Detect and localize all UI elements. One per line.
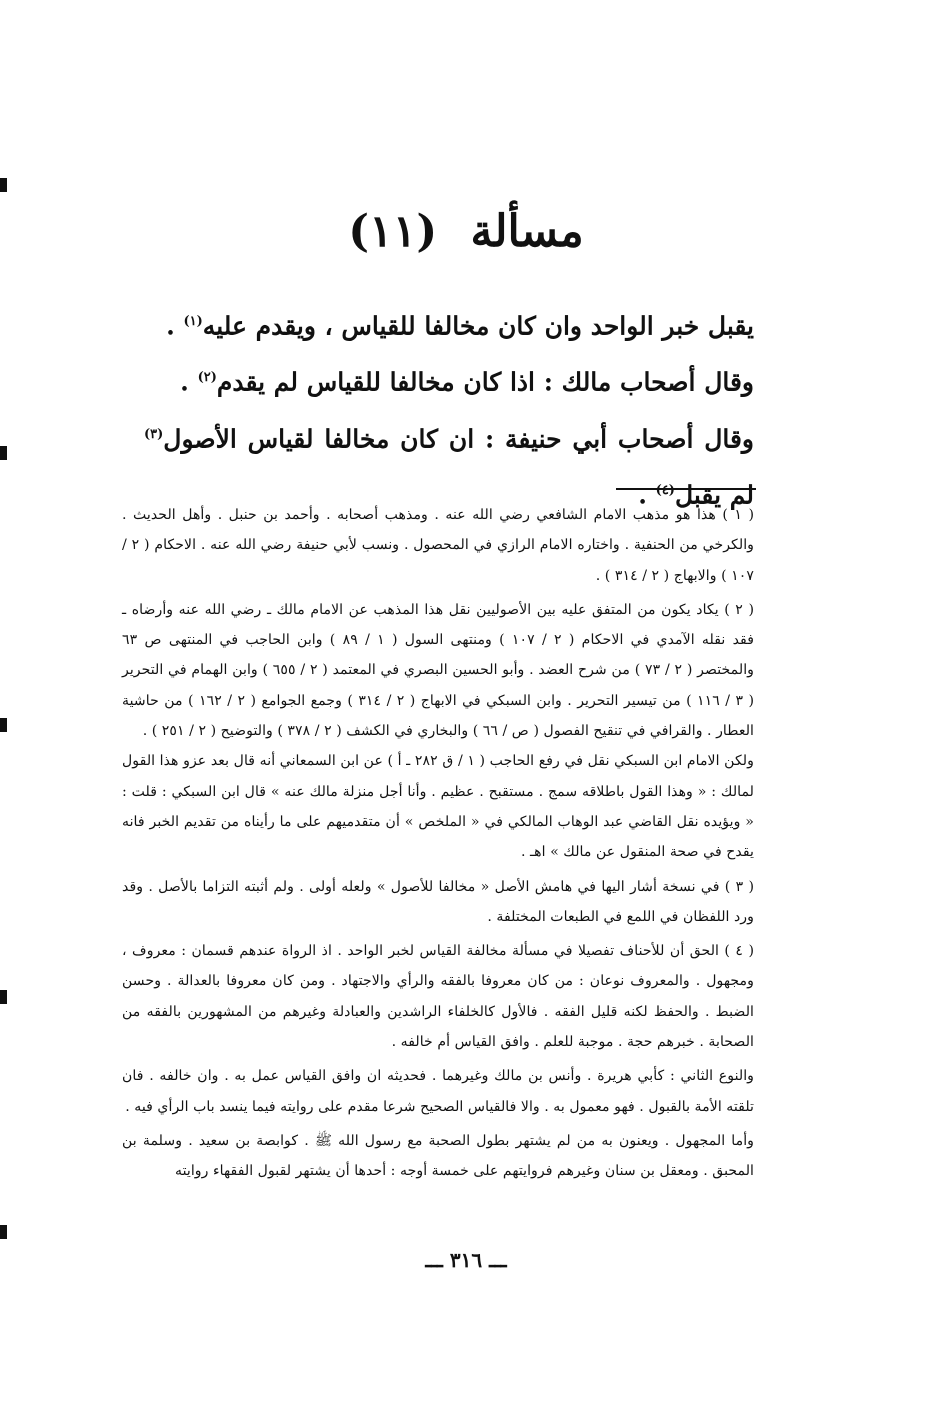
title-number: (١١) (348, 206, 438, 257)
footnote-3: ( ٣ ) في نسخة أشار اليها في هامش الأصل « مخالفا للأصول » ولعله أولى . ولم أثبته التزاما بالأصل . وقد ورد اللفظان في اللمع في الطبعات المختلفة . (122, 878, 755, 925)
main-paragraph-2: وقال أصحاب مالك : اذا كان مخالفا للقياس لم يقدم$^{(٢)}$ . (180, 367, 754, 397)
footnotes (122, 500, 754, 1191)
main-paragraph-1: يقبل خبر الواحد وان كان مخالفا للقياس ، ويقدم عليه$^{(١)}$ . (166, 311, 754, 341)
margin-mark-2 (0, 446, 7, 460)
main-paragraph-3: وقال أصحاب أبي حنيفة : ان كان مخالفا لقياس الأصول$^{(٣)}$ لم يقبل$^{(٤)}$ . (144, 423, 754, 510)
footnote-2-continued: ولكن الامام ابن السبكي نقل في رفع الحاجب ( ١ / ق ٢٨٢ ـ أ ) عن ابن السمعاني أنه قال بعد عزو هذا القول لمالك : « وهذا القول باطلاقه سمج . مستقبح . عظيم . وأنا أجل منزلة مالك عنه » قال ابن السبكي : قلت : « ويؤيده نقل القاضي عبد الوهاب المالكي في « الملخص » أن متقدميهم على ما رأيناه من تقديم الخبر فانه يقدح في صحة المنقول عن مالك » اهـ . (122, 753, 754, 861)
footnote-4-continued-2: وأما المجهول . ويعنون به من لم يشتهر بطول الصحبة مع رسول الله ﷺ . كوابصة بن سعيد . وسلمة بن المحبق . ومعقل بن سنان وغيرهم فروايتهم على خمسة أوجه : أحدها أن يشتهر لقبول الفقهاء روايته (122, 1132, 754, 1180)
page-title (0, 206, 932, 257)
footnote-2: ( ٢ ) يكاد يكون من المتفق عليه بين الأصوليين نقل هذا المذهب عن الامام مالك ـ رضي الله عنه وأرضاه ـ فقد نقله الآمدي في الاحكام ( ٢ / ١٠٧ ) ومنتهى السول ( ١ / ٨٩ ) وابن الحاجب في المنتهى ص ٦٣ والمختصر ( ٢ / ٧٣ ) من شرح العضد . وأبو الحسين البصري في المعتمد ( ٢ / ٦٥٥ ) وابن الهمام في التحرير ( ٣ / ١١٦ ) من تيسير التحرير . وابن السبكي في الابهاج ( ٢ / ٣١٤ ) وجمع الجوامع ( ٢ / ١٦٢ ) من حاشية العطار . والقرافي في تنقيح الفصول ( ص / ٦٦ ) والبخاري في الكشف ( ٢ / ٣٧٨ ) والتوضيح ( ٢ / ٢٥١ ) . (122, 601, 755, 740)
title-word: مسألة (470, 206, 584, 257)
margin-mark-3 (0, 718, 7, 732)
footnote-ref-3[interactable]: (٣) (144, 426, 164, 442)
footnote-4: ( ٤ ) الحق أن للأحناف تفصيلا في مسألة مخالفة القياس لخبر الواحد . اذ الرواة عندهم قسمان : معروف ، ومجهول . والمعروف نوعان : من كان معروفا بالفقه والرأي والاجتهاد . ومن كان معروفا بالعدالة . وحسن الضبط . والحفظ لكنه قليل الفقه . فالأول كالخلفاء الراشدين والعبادلة وغيرهم من المشهورين بالفقه من الصحابة . خبرهم حجة . موجبة للعلم . وافق القياس أم خالفه . (122, 943, 755, 1051)
footnote-1: ( ١ ) هذا هو مذهب الامام الشافعي رضي الله عنه . ومذهب أصحابه . وأحمد بن حنبل . وأهل الحديث . والكرخي من الحنفية . واختاره الامام الرازي في المحصول . ونسب لأبي حنيفة رضي الله عنه . الاحكام ( ٢ / ١٠٧ ) والابهاج ( ٢ / ٣١٤ ) . (122, 507, 754, 584)
footnote-ref-4[interactable]: (٤) (655, 482, 675, 498)
margin-mark-1 (0, 178, 7, 192)
footnote-separator (616, 488, 756, 490)
margin-mark-5 (0, 1225, 7, 1239)
footnote-ref-2[interactable]: (٢) (197, 370, 217, 386)
footnote-ref-1[interactable]: (١) (183, 314, 203, 329)
page-number: ـــ ٣١٦ ـــ (425, 1248, 507, 1272)
footnote-4-continued-1: والنوع الثاني : كأبي هريرة . وأنس بن مالك وغيرهما . فحديثه ان وافق القياس عمل به . وان خالفه . فان تلقته الأمة بالقبول . فهو معمول به . والا فالقياس الصحيح شرعا مقدم على روايته فيما ينسد باب الرأي فيه . (122, 1068, 754, 1115)
margin-mark-4 (0, 990, 7, 1004)
